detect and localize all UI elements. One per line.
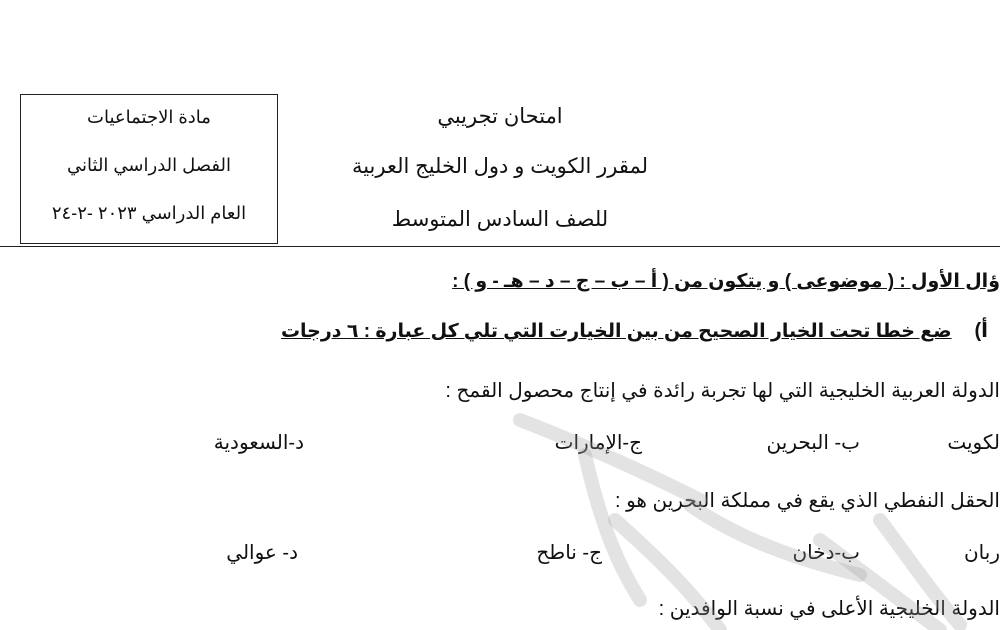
q1-option-d[interactable]: د-السعودية [213,432,304,454]
question-3-text: الدولة الخليجية الأعلى في نسبة الوافدين : [658,598,1000,620]
academic-year: العام الدراسي ٢٠٢٣ -٢-٢٤ [51,203,247,223]
q2-option-d[interactable]: د- عوالي [226,542,298,564]
part-instruction: ضع خطا تحت الخيار الصحيح من بين الخيارت التي تلي كل عبارة : ٦ درجات [280,321,952,342]
q1-option-a[interactable]: لكويت [947,432,1000,454]
subject-info-box [20,94,278,244]
exam-title: امتحان تجريبي [437,105,563,128]
semester-label: الفصل الدراسي الثاني [67,155,231,175]
q2-option-b[interactable]: ب-دخان [792,542,860,564]
q1-option-b[interactable]: ب- البحرين [766,432,860,454]
grade-title: للصف السادس المتوسط [391,208,609,231]
subject-name: مادة الاجتماعيات [87,107,211,127]
q2-option-c[interactable]: ج- ناطح [536,542,602,564]
question-heading: ؤال الأول : ( موضوعى ) و يتكون من ( أ – ب – ج – د – هـ - و ) : [452,271,1000,292]
header-divider [0,246,1000,247]
part-a-line [281,318,988,343]
course-title: لمقرر الكويت و دول الخليج العربية [351,155,649,178]
question-2-text: الحقل النفطي الذي يقع في مملكة البحرين هو : [614,490,1000,512]
q2-option-a[interactable]: ربان [963,542,1000,564]
q1-option-c[interactable]: ج-الإمارات [554,432,642,454]
part-marker: أ) [974,320,988,342]
question-1-text: الدولة العربية الخليجية التي لها تجربة رائدة في إنتاج محصول القمح : [445,380,1000,402]
